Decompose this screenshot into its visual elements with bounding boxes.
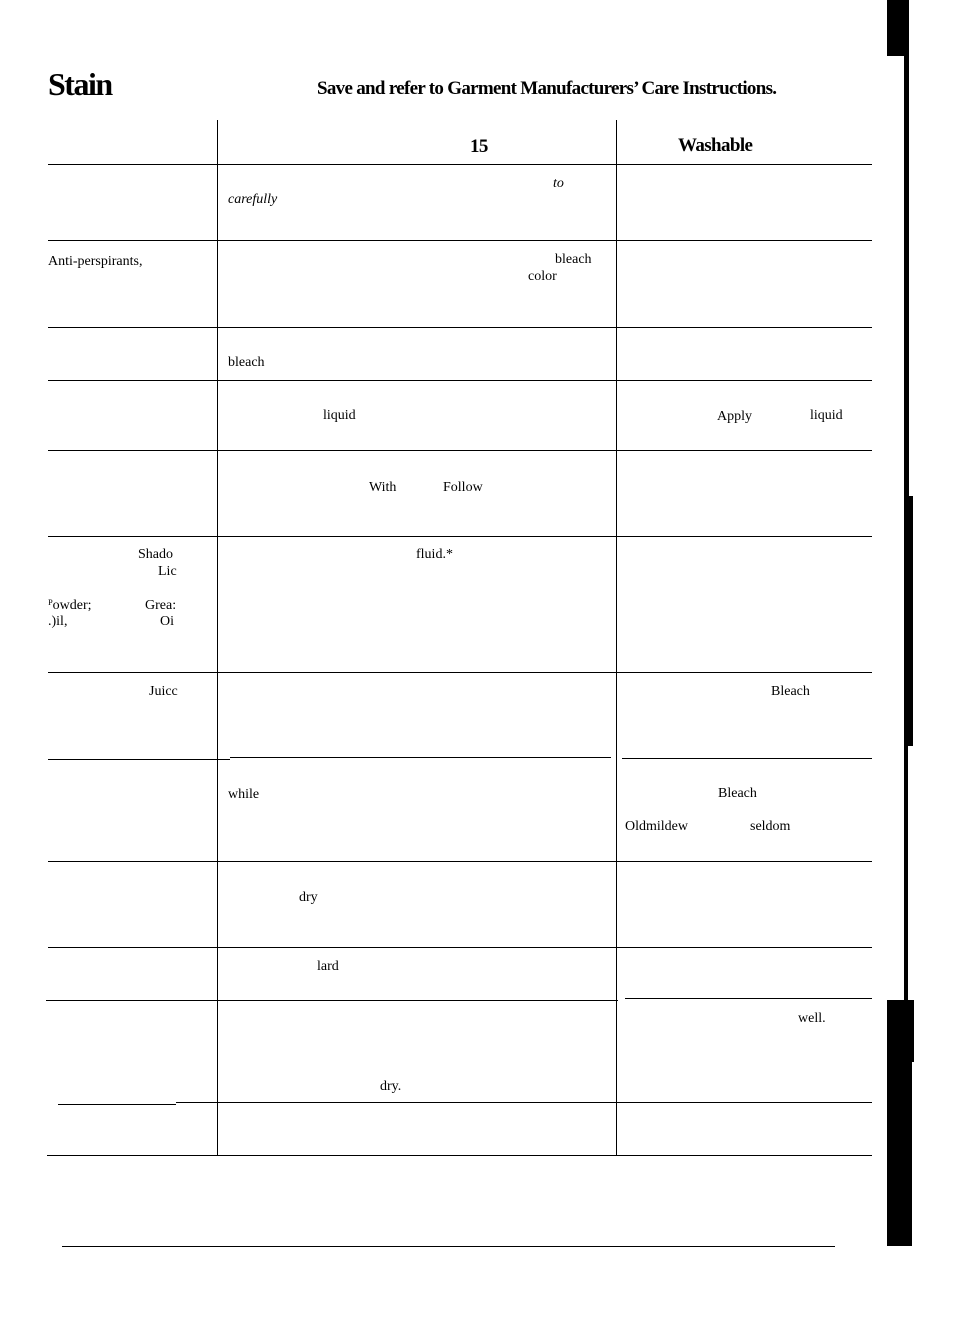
row-divider — [48, 947, 872, 948]
cell-text: while — [228, 787, 260, 802]
row-divider — [48, 759, 230, 760]
page-subtitle: Save and refer to Garment Manufacturers’ Care Instructions. — [317, 78, 777, 99]
cell-text: bleach — [555, 252, 592, 267]
edge-bar-thin — [904, 56, 909, 496]
edge-bar-block — [887, 1000, 914, 1062]
cell-text: Oldmildew — [625, 819, 688, 834]
cell-text: Bleach — [771, 684, 810, 699]
cell-text: bleach — [228, 355, 265, 370]
cell-text: dry — [299, 890, 318, 905]
row-divider — [48, 380, 872, 381]
row-divider — [48, 450, 872, 451]
cell-text: Follow — [443, 480, 483, 495]
cell-text: seldom — [750, 819, 791, 834]
row-divider — [48, 327, 872, 328]
cell-text: With — [369, 480, 397, 495]
row-divider — [48, 240, 872, 241]
cell-text: liquid — [323, 408, 356, 423]
cell-text: fluid.* — [416, 547, 453, 562]
cell-text: Liс — [158, 564, 177, 579]
cell-text: Juicс — [149, 684, 178, 699]
cell-text: ᴾowder; — [48, 598, 92, 613]
column-header-2: 15 — [470, 136, 488, 157]
row-divider — [48, 164, 872, 165]
cell-text: dry. — [380, 1079, 402, 1094]
cell-text: lard — [317, 959, 339, 974]
cell-text: to — [553, 176, 564, 191]
page-title: Stain — [48, 66, 112, 102]
cell-text: Anti-perspirants, — [48, 254, 143, 269]
row-divider — [48, 861, 872, 862]
row-divider — [622, 758, 872, 759]
row-divider — [625, 998, 872, 999]
edge-bar-thin-2 — [904, 746, 908, 1000]
row-divider — [230, 757, 611, 758]
cell-text: Bleach — [718, 786, 757, 801]
cell-text: Shado — [138, 547, 173, 562]
row-divider — [176, 1102, 872, 1103]
cell-text: color — [528, 269, 557, 284]
cell-text: well. — [798, 1011, 826, 1026]
row-divider — [47, 1155, 872, 1156]
edge-bar-top — [887, 0, 909, 56]
edge-bar-middle — [904, 496, 913, 746]
footer-rule — [62, 1246, 835, 1247]
cell-text: Apply — [717, 409, 752, 424]
row-divider — [48, 672, 872, 673]
column-header-3: Washable — [678, 135, 753, 156]
cell-text: .)il, — [48, 614, 68, 629]
cell-text: carefully — [228, 192, 278, 207]
row-divider — [46, 1000, 618, 1001]
cell-text: Grea: — [145, 598, 177, 613]
cell-text: Oi — [160, 614, 174, 629]
edge-bar-bottom — [887, 1062, 912, 1246]
row-divider — [48, 536, 872, 537]
row-divider — [58, 1104, 176, 1105]
cell-text: liquid — [810, 408, 843, 423]
